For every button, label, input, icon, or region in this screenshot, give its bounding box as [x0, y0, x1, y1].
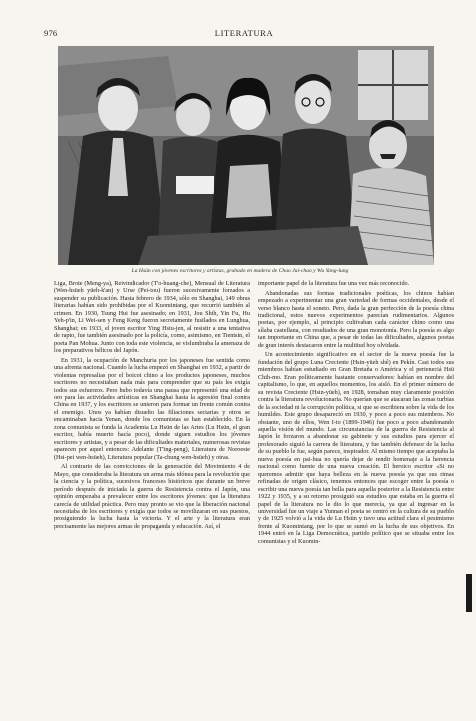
paragraph: Un acontecimiento significativo en el sector de la nueva poesía fue la fundación del grupo Luna Creciente (Hsin-yüeh shê) en Pekín. Casi todos sus miembros habían estudiado en Gran Bretaña o América y el perteneciá Hsü Chih-mo. Eran políticamente bastante conservadores: habían en nombre del capitalismo, lo que, en aquellos momentos, los aisló. En el primer número de su revista Creciente (Hsin-yüeh), en 1928, tomaban muy claramente posición contra la literatura revolucionaria. No querían que se atacaran las zonas turbias de la sociedad ni la corrupción política, si que se escribiera sobre la vida de los humildes. Este grupo desapareció en 1930, y poco a poco sus miembros. No obstante, uno de ellos, Wen I-to (1899-1946) fue poco a poco abandonando aquella visión del mundo. Las circunstancias de la guerra de Resistencia al Japón le forzaron a abandonar su gabinete y sus estudios para ejercer el profesorado siguió la carrera de literatura, y fue también defensor de la lucha de su pueblo le fue, según parece, inspirador. Al mismo tiempo que aceptaba la nueva poesía en pai-hua no quería dejar de rendir homenaje a la herencia nacional como fuente de una nueva creación. El heroico escritor «Si no queremos admitir que haya belleza en la nueva poesía ya que sus rimas refinadas de origen clásico, tenemos entonces que escoger entre la poesía o escribir una nueva poesía tan bella para aquella posterior a la Resistencia entre 1922 y 1935, y a su retorno prosiguió sus estudios que estaba en la guerra el papel de la literatura no le dio lo que merecía, ya que al ingresar en la universidad fue un viaje a Yunnan el poeta se centró en la cultura de su pueblo y de 1925 volvió a la vida de Lu Hsün y tuvo una actitud clara el pesimismo frente al Kuomintang, por lo que se sumó en la lucha de sus objetivos. En 1944 entró en la Liga Democrática, partido político que se situaba entre los comunistas y el Kuomin- — [258, 351, 454, 545]
page-header — [44, 28, 444, 40]
paragraph: En 1931, la ocupación de Manchuria por los japoneses fue sentida como una afrenta nacional. Cuando la lucha empezó en Shanghai en 1932, a partir de violentas represalias por el boicot chino a los productos japoneses, muchos escritores no necesitaban nada más para comprender que su país les exigía todos sus esfuerzos. Pero hubo todavía una pausa que representó una edad de oro para las actividades artísticas en Shanghai hasta la agresión final contra China en 1937, y los escritores se unieron para formar un frente común contra el enemigo. Unos ya habían disuelto las filiaciones sectarias y otros se encaminaban hacia Yenan, donde los comunistas se han establecido. En la zona comunista se funda la Academia Lu Hsün de las Artes (Lu Hsün, el gran escritor, había muerto hacía poco), donde siguen estudios los jóvenes escritores y artistas, y a pesar de las dificultades materiales, numerosas revistas aparecen por aquel entonces: Adelante (T'ing-peng), Literatura de Noroeste (Hsi-pei wen-hsüeh), Literatura popular (Ta-chung wen-hsüeh) y otras. — [54, 356, 250, 461]
thumb-index-tab — [466, 574, 472, 612]
paragraph: Abandonadas sus formas tradicionales poéticas, los chinos habían empezado a experimentar una gran variedad de formas occidentales, desde el verso blanco hasta el soneto. Pero, dada la gran perfección de la poesía china tradicional, estos nuevos experimentos parecían rudimentarios. Algunos poetas, por ejemplo, al principio cultivaban cada carácter chino como una sílaba castellana, con resultados de una gran monotonía. Pero la poesía es algo tan importante en China que, a pesar de todas las dificultades, algunos poetas de gran interés destacaron entre la multitud hoy olvidada. — [258, 289, 454, 349]
paragraph: Al contrario de las convicciones de la generación del Movimiento 4 de Mayo, que consideraba la literatura un arma más idónea para la revolución que la ciencia y la política, sucesivos franceses históricos que durante un breve período después de iniciada la guerra de Resistencia contra el Japón, una opinión empezaba a prevalecer entre los escritores jóvenes: que la literatura carecía de utilidad práctica. Pero muy pronto se vio que la liberación nacional necesitaba de los escritores y exigía que todos se movilizaran en sus puestos, prosiguiendo la lucha hasta la victoria. Y el arte y la literatura eran precisamente las mejores armas de propaganda y educación. Así, el — [54, 463, 250, 530]
woodcut-illustration — [58, 46, 434, 265]
woodcut-image — [58, 46, 434, 265]
page-number: 976 — [44, 28, 58, 38]
text-column-right — [258, 280, 454, 708]
figure-caption: La Hsün con jóvenes escritores y artistas, grabado en madera de Chao Jui-chao y Wu Yang-lung — [131, 268, 349, 274]
paragraph: Liga, Brote (Meng-ya), Reivindicador (T'o-huang-che), Mensual de Literatura (Wen-hsüeh yüeh-k'an) y Urse (Pei-tou) fueron sucesivamente forzados a suspender su publicación. Hasta febrero de 1934, sólo en Shanghai, 149 obras literarias habían sido prohibidas por el Kuomintang, que recurrió también al crimen. En 1930, Tsung Hui fue asesinado; en 1931, Jou Shih, Yin Fu, Hu Yeh-p'in, Li Wei-sen y Feng Keng fueron secretamente fusilados en Lunghua, Shanghai; en 1933, el joven escritor Ying Hsiu-jen, al resistir a una tentativa de rapto, fue también asesinado por la policía, como, asimismo, en Tientsin, el poeta Pan Mohua. Junto con toda este violencia, se vislumbraba la amenaza de los preparativos bélicos del Japón. — [54, 280, 250, 355]
running-head: LITERATURA — [214, 28, 274, 38]
paragraph: importante papel de la literatura fue una vez más reconocido. — [258, 280, 410, 287]
text-column-left — [54, 280, 250, 708]
